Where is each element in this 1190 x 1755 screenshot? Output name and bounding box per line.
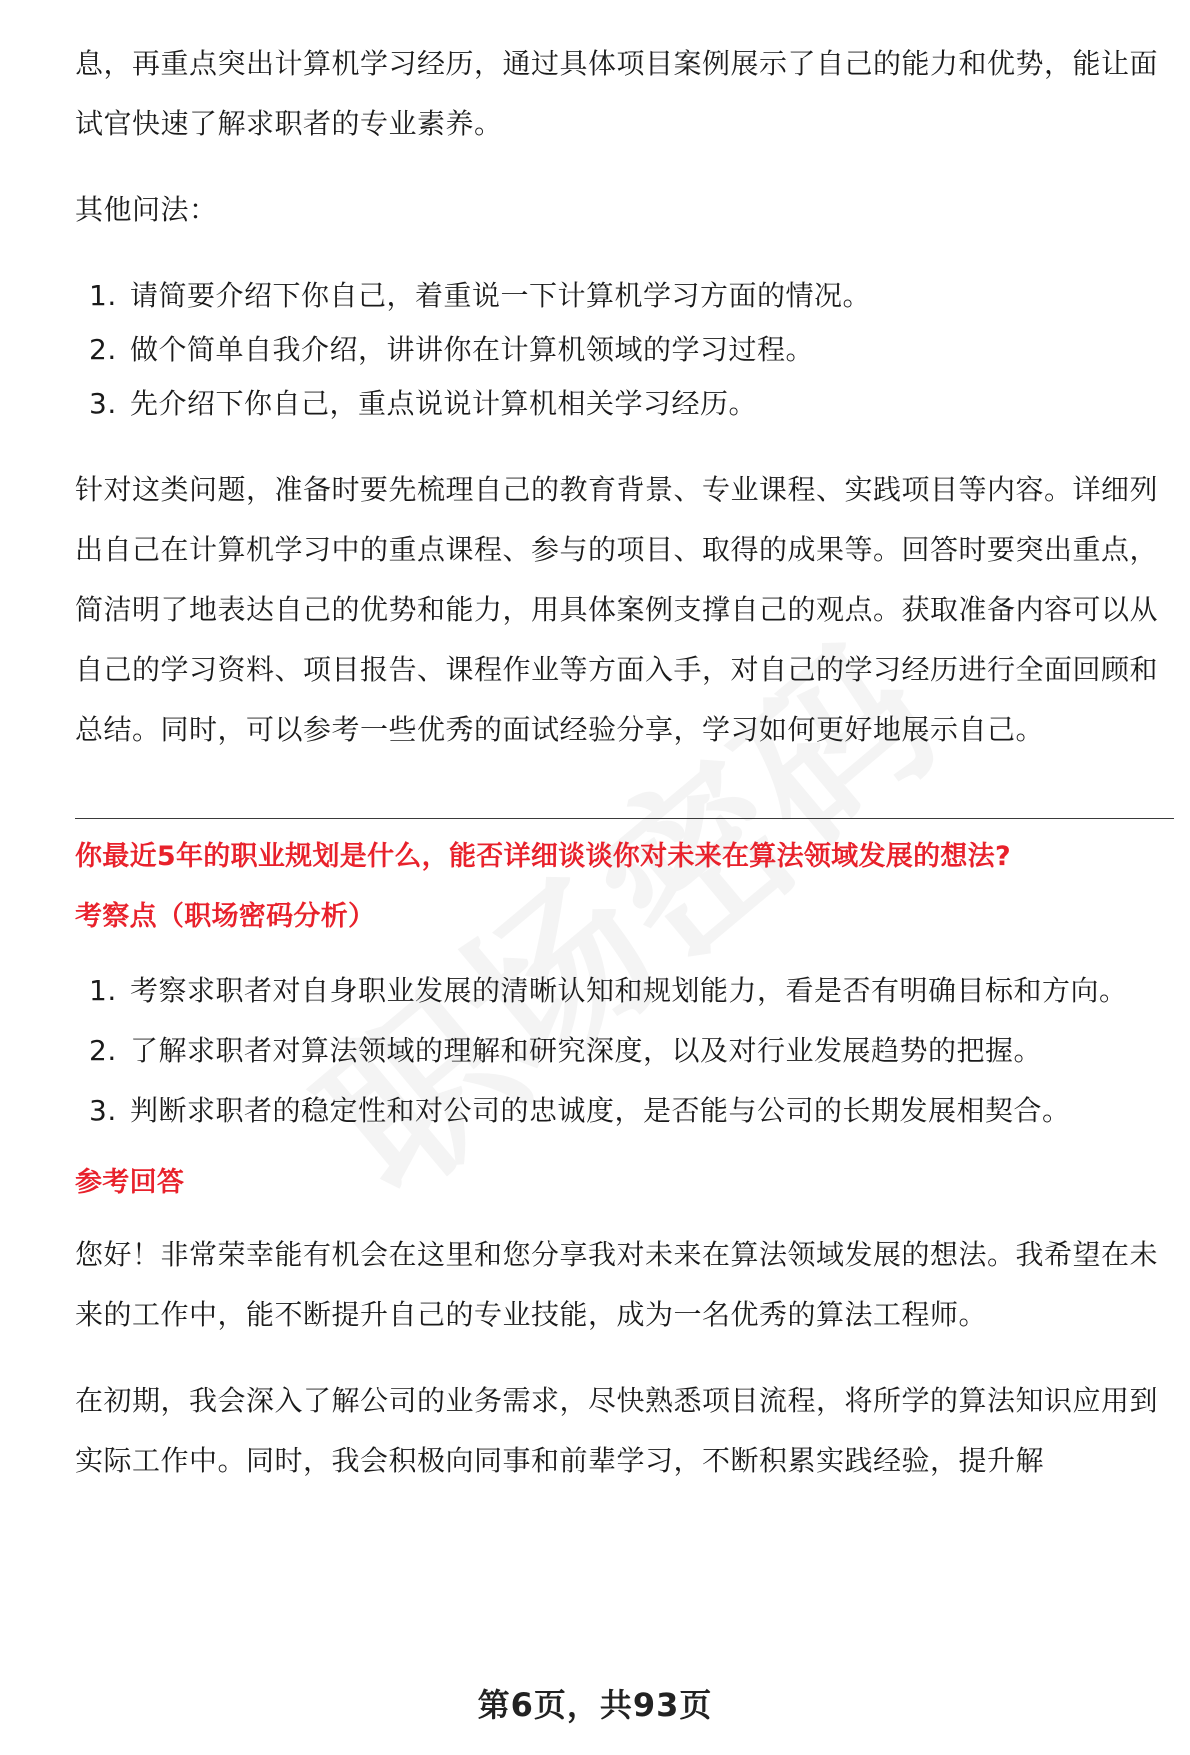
- answer-paragraph: 您好！非常荣幸能有机会在这里和您分享我对未来在算法领域发展的想法。我希望在未来的工作中，能不断提升自己的专业技能，成为一名优秀的算法工程师。: [75, 1238, 1159, 1331]
- points-list: [75, 961, 1170, 1141]
- prep-advice: 针对这类问题，准备时要先梳理自己的教育背景、专业课程、实践项目等内容。详细列出自己在计算机学习中的重点课程、参与的项目、取得的成果等。回答时要突出重点，简洁明了地表达自己的优势和能力，用具体案例支撑自己的观点。获取准备内容可以从自己的学习资料、项目报告、课程作业等方面入手，对自己的学习经历进行全面回顾和总结。同时，可以参考一些优秀的面试经验分享，学习如何更好地展示自己。: [75, 473, 1159, 746]
- section-divider: [75, 818, 1174, 819]
- list-item: [75, 961, 1170, 1021]
- list-text: 请简要介绍下你自己，着重说一下计算机学习方面的情况。: [130, 279, 872, 312]
- list-text: 做个简单自我介绍，讲讲你在计算机领域的学习过程。: [130, 333, 815, 366]
- list-item: [75, 374, 1170, 434]
- intro-continuation: 息，再重点突出计算机学习经历，通过具体项目案例展示了自己的能力和优势，能让面试官快速了解求职者的专业素养。: [75, 47, 1159, 140]
- other-ways-label: 其他问法：: [75, 193, 218, 226]
- list-item: [75, 266, 1170, 326]
- list-number: 2.: [89, 333, 117, 366]
- list-item: [75, 1081, 1170, 1141]
- list-number: 1.: [89, 279, 117, 312]
- page-content: [75, 0, 1170, 1491]
- answer-paragraph: 在初期，我会深入了解公司的业务需求，尽快熟悉项目流程，将所学的算法知识应用到实际工作中。同时，我会积极向同事和前辈学习，不断积累实践经验，提升解: [75, 1384, 1159, 1477]
- points-heading: 考察点（职场密码分析）: [75, 901, 376, 932]
- list-text: 考察求职者对自身职业发展的清晰认知和规划能力，看是否有明确目标和方向。: [130, 974, 1128, 1007]
- answer-heading: 参考回答: [75, 1167, 185, 1198]
- question-heading: 你最近5年的职业规划是什么，能否详细谈谈你对未来在算法领域发展的想法?: [75, 841, 1011, 872]
- list-text: 先介绍下你自己，重点说说计算机相关学习经历。: [130, 387, 758, 420]
- list-text: 了解求职者对算法领域的理解和研究深度，以及对行业发展趋势的把握。: [130, 1034, 1043, 1067]
- page-footer: 第6页，共93页: [477, 1686, 713, 1724]
- list-item: [75, 1021, 1170, 1081]
- list-number: 2.: [89, 1034, 117, 1067]
- list-number: 3.: [89, 1094, 117, 1127]
- other-ways-list: [75, 266, 1170, 434]
- list-item: [75, 320, 1170, 380]
- list-text: 判断求职者的稳定性和对公司的忠诚度，是否能与公司的长期发展相契合。: [130, 1094, 1071, 1127]
- list-number: 1.: [89, 974, 117, 1007]
- list-number: 3.: [89, 387, 117, 420]
